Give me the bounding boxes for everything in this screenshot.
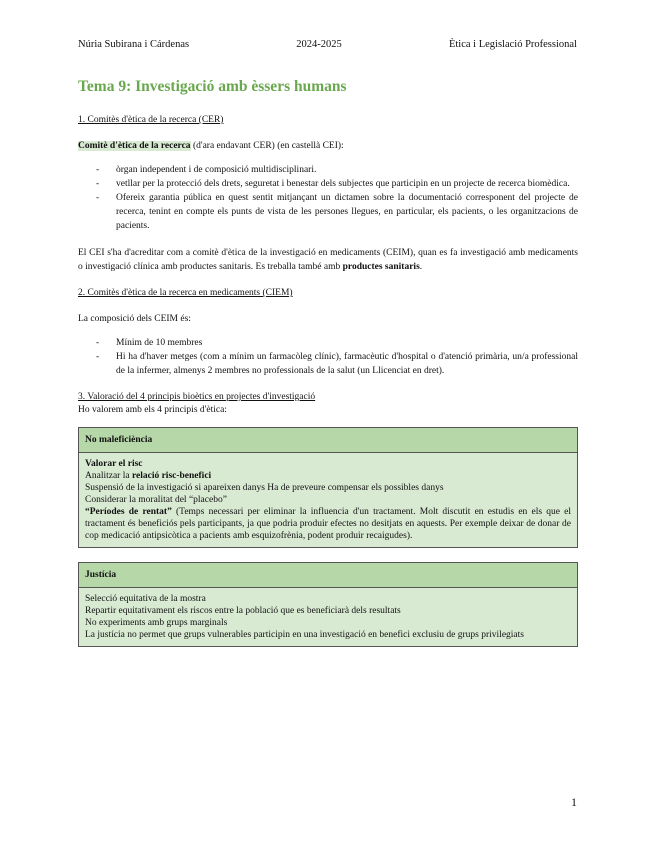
box-title: Justícia xyxy=(79,563,577,588)
section-2-intro: La composició dels CEIM és: xyxy=(78,314,191,324)
box-title: No maleficiència xyxy=(79,428,577,453)
section-1-intro: Comitè d'ètica de la recerca (d'ara endavant CER) (en castellà CEI): xyxy=(78,141,344,151)
no-maleficence-box xyxy=(78,427,578,548)
list-item: - Ofereix garantia pública en quest sentit mitjançant un dictamen sobre la documentació corresponent del projecte de recerca, tenint en compte els punts de vista de les persones llegues, en particular, els pacients, o les organitzacions de pacients. xyxy=(78,191,578,233)
list-item: - òrgan independent i de composició multidisciplinari. xyxy=(78,163,578,177)
section-2-list xyxy=(78,336,578,378)
intro-term: Comitè d'ètica de la recerca xyxy=(78,141,191,151)
list-item: - vetllar per la protecció dels drets, seguretat i benestar dels subjectes que participin en un projecte de recerca biomèdica. xyxy=(78,177,578,191)
box-body: Valorar el risc Analitzar la relació risc-benefici Suspensió de la investigació si apareixen danys Ha de preveure compensar els possibles danys Considerar la moralitat del “placebo” “Períodes de rentat” (Temps necessari per eliminar la influencia d'un tractament. Molt discutit en estudis en els que el tractament és beneficiós pels participants, ja que podria produir efectes no desitjats en aquests. Per exemple deixar de donar de cop medicació antipsicòtica a pacients amb esquizofrènia, podent produir recaigudes). xyxy=(79,453,577,547)
page-header xyxy=(78,39,577,50)
list-item: - Hi ha d'haver metges (com a mínim un farmacòleg clínic), farmacèutic d'hospital o d'atenció primària, un/a professional de la infermer, almenys 2 membres no professionals de la salut (un Llicenciat en dret). xyxy=(78,350,578,378)
list-item: - Mínim de 10 membres xyxy=(78,336,578,350)
header-year: 2024-2025 xyxy=(296,39,342,50)
section-3-heading: 3. Valoració del 4 principis bioètics en projectes d'investigació xyxy=(78,392,316,402)
section-1-list xyxy=(78,163,578,233)
header-course: Ètica i Legislació Professional xyxy=(448,39,577,50)
box-body: Selecció equitativa de la mostra Repartir equitativament els riscos entre la població que es beneficiarà dels resultats No experiments amb grups marginals La justícia no permet que grups vulnerables participin en una investigació en benefici exclusiu de grups privilegiats xyxy=(79,588,577,646)
page-title: Tema 9: Investigació amb èssers humans xyxy=(78,78,347,95)
page-content xyxy=(78,78,578,647)
section-1-paragraph: El CEI s'ha d'acreditar com a comitè d'ètica de la investigació en medicaments (CEIM), quan es fa investigació amb medicaments o investigació clínica amb productes sanitaris. Es treballa també amb productes sanitaris. xyxy=(78,248,578,272)
section-1-heading: 1. Comitès d'ètica de la recerca (CER) xyxy=(78,115,224,125)
page-number: 1 xyxy=(571,795,577,809)
section-3-intro: Ho valorem amb els 4 principis d'ètica: xyxy=(78,405,227,415)
header-author: Núria Subirana i Cárdenas xyxy=(78,39,190,50)
section-2-heading: 2. Comitès d'ètica de la recerca en medicaments (CIEM) xyxy=(78,288,293,298)
justice-box xyxy=(78,562,578,647)
